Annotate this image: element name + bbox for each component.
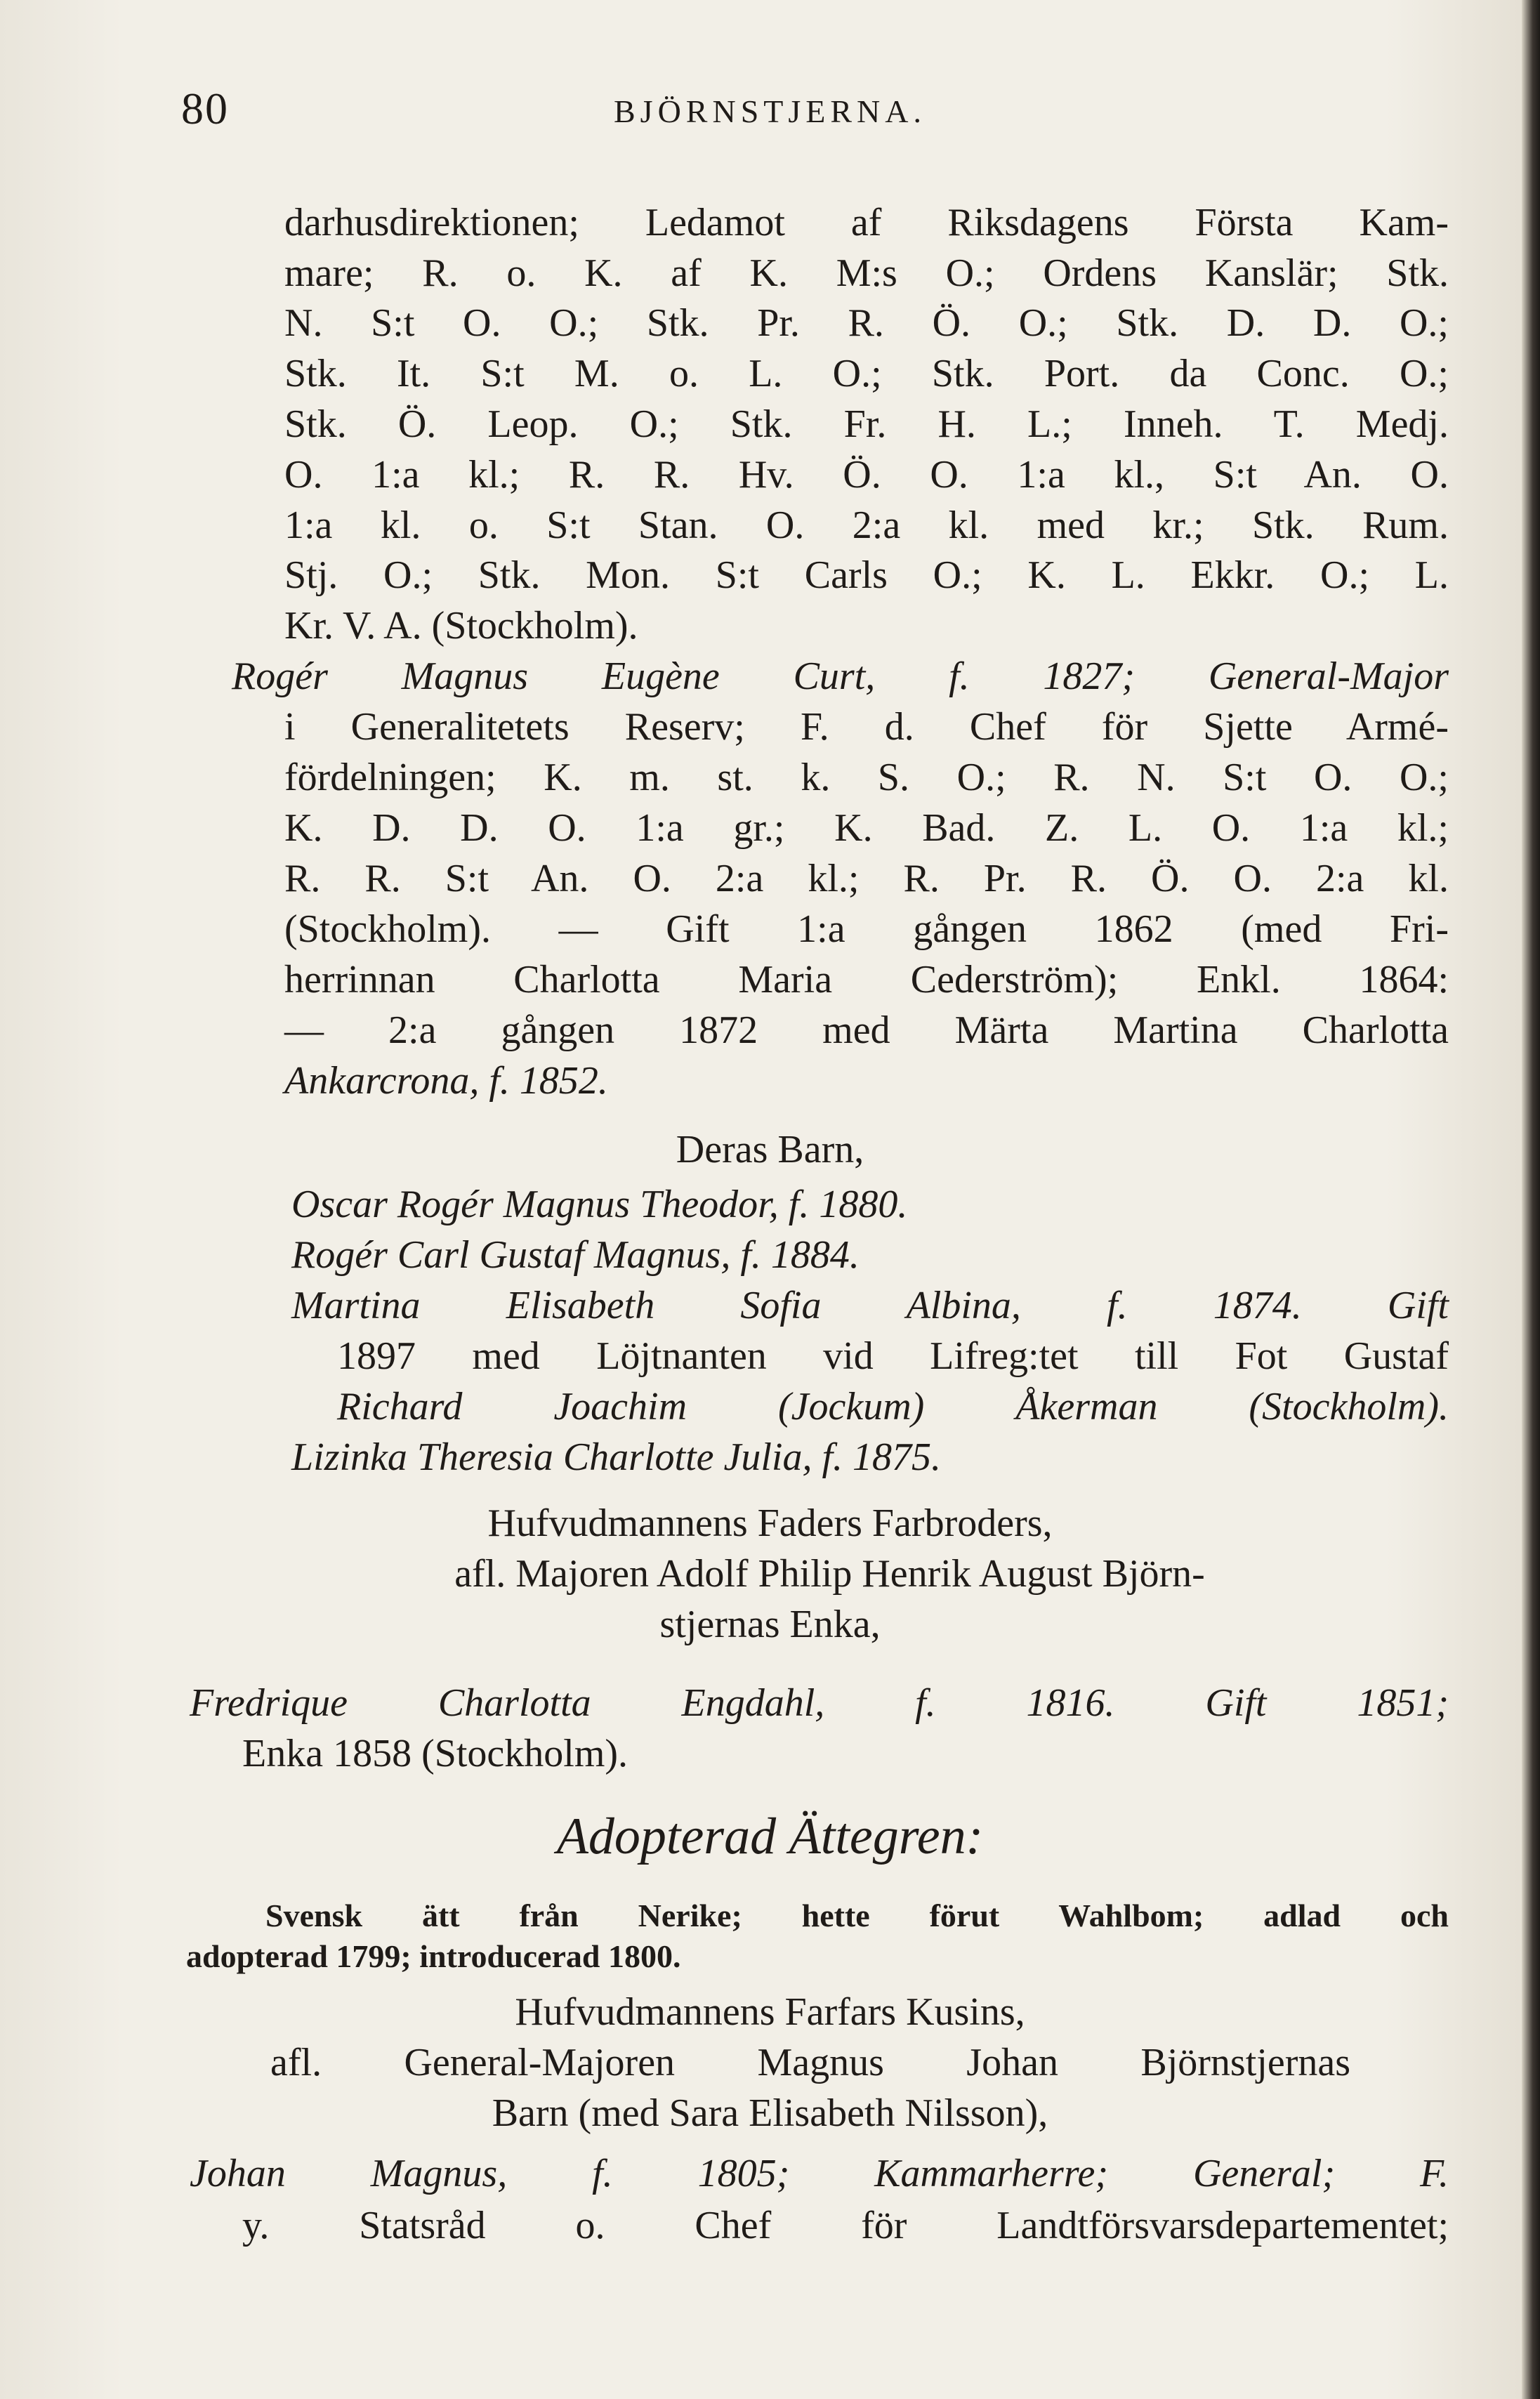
text-line: afl. General-Majoren Magnus Johan Björnstjernas: [270, 2041, 1350, 2084]
section-title: Adopterad Ättegren:: [556, 1808, 984, 1865]
text-line: herrinnan Charlotta Maria Cederström); Enkl. 1864:: [284, 958, 1449, 1001]
text-line: afl. Majoren Adolf Philip Henrik August Björn-: [454, 1552, 1205, 1596]
text-line: Stk. Ö. Leop. O.; Stk. Fr. H. L.; Inneh. T. Medj.: [284, 402, 1449, 446]
text-line: stjernas Enka,: [659, 1603, 881, 1646]
text-line: Barn (med Sara Elisabeth Nilsson),: [492, 2091, 1048, 2135]
text-line: R. R. S:t An. O. 2:a kl.; R. Pr. R. Ö. O. 2:a kl.: [284, 857, 1449, 900]
text-line: Ankarcrona, f. 1852.: [284, 1059, 608, 1103]
text-line: 1897 med Löjtnanten vid Lifreg:tet till Fot Gustaf: [337, 1334, 1449, 1378]
note-line: adopterad 1799; introducerad 1800.: [186, 1938, 681, 1974]
section-heading: Hufvudmannens Farfars Kusins,: [515, 1990, 1025, 2034]
text-line: N. S:t O. O.; Stk. Pr. R. Ö. O.; Stk. D. D. O.;: [284, 301, 1449, 345]
page-number: 80: [181, 84, 229, 133]
text-line: (Stockholm). — Gift 1:a gången 1862 (med Fri-: [284, 907, 1449, 951]
note-line: Svensk ätt från Nerike; hette förut Wahlbom; adlad och: [265, 1898, 1449, 1933]
child-line: Rogér Carl Gustaf Magnus, f. 1884.: [291, 1233, 860, 1277]
child-line: Martina Elisabeth Sofia Albina, f. 1874. Gift: [291, 1284, 1449, 1327]
running-head: BJÖRNSTJERNA.: [613, 93, 926, 129]
text-line: Enka 1858 (Stockholm).: [242, 1732, 628, 1775]
section-heading: Hufvudmannens Faders Farbroders,: [487, 1501, 1053, 1545]
text-line: Stj. O.; Stk. Mon. S:t Carls O.; K. L. Ekkr. O.; L.: [284, 553, 1449, 597]
text-line: fördelningen; K. m. st. k. S. O.; R. N. S:t O. O.;: [284, 756, 1449, 799]
text-line: y. Statsråd o. Chef för Landtförsvarsdepartementet;: [242, 2204, 1449, 2247]
text-line: — 2:a gången 1872 med Märta Martina Charlotta: [284, 1008, 1449, 1052]
entry-line: Fredrique Charlotta Engdahl, f. 1816. Gift 1851;: [190, 1681, 1449, 1725]
child-line: Lizinka Theresia Charlotte Julia, f. 1875.: [291, 1435, 942, 1479]
child-line: Oscar Rogér Magnus Theodor, f. 1880.: [291, 1183, 908, 1226]
text-line: i Generalitetets Reserv; F. d. Chef för Sjette Armé-: [284, 705, 1449, 749]
page-edge-shadow: [1522, 0, 1540, 2399]
entry-line: Rogér Magnus Eugène Curt, f. 1827; General-Major: [232, 655, 1449, 698]
section-heading: Deras Barn,: [676, 1128, 864, 1171]
text-line: Richard Joachim (Jockum) Åkerman (Stockholm).: [337, 1385, 1449, 1428]
entry-line: Johan Magnus, f. 1805; Kammarherre; General; F.: [190, 2152, 1449, 2195]
text-line: darhusdirektionen; Ledamot af Riksdagens Första Kam-: [284, 201, 1449, 244]
text-line: K. D. D. O. 1:a gr.; K. Bad. Z. L. O. 1:a kl.;: [284, 806, 1449, 850]
text-line: mare; R. o. K. af K. M:s O.; Ordens Kanslär; Stk.: [284, 251, 1449, 295]
text-line: O. 1:a kl.; R. R. Hv. Ö. O. 1:a kl., S:t An. O.: [284, 453, 1449, 497]
text-line: Kr. V. A. (Stockholm).: [284, 604, 638, 648]
page-header: [0, 83, 1540, 146]
text-line: Stk. It. S:t M. o. L. O.; Stk. Port. da Conc. O.;: [284, 352, 1449, 395]
text-line: 1:a kl. o. S:t Stan. O. 2:a kl. med kr.; Stk. Rum.: [284, 504, 1449, 547]
